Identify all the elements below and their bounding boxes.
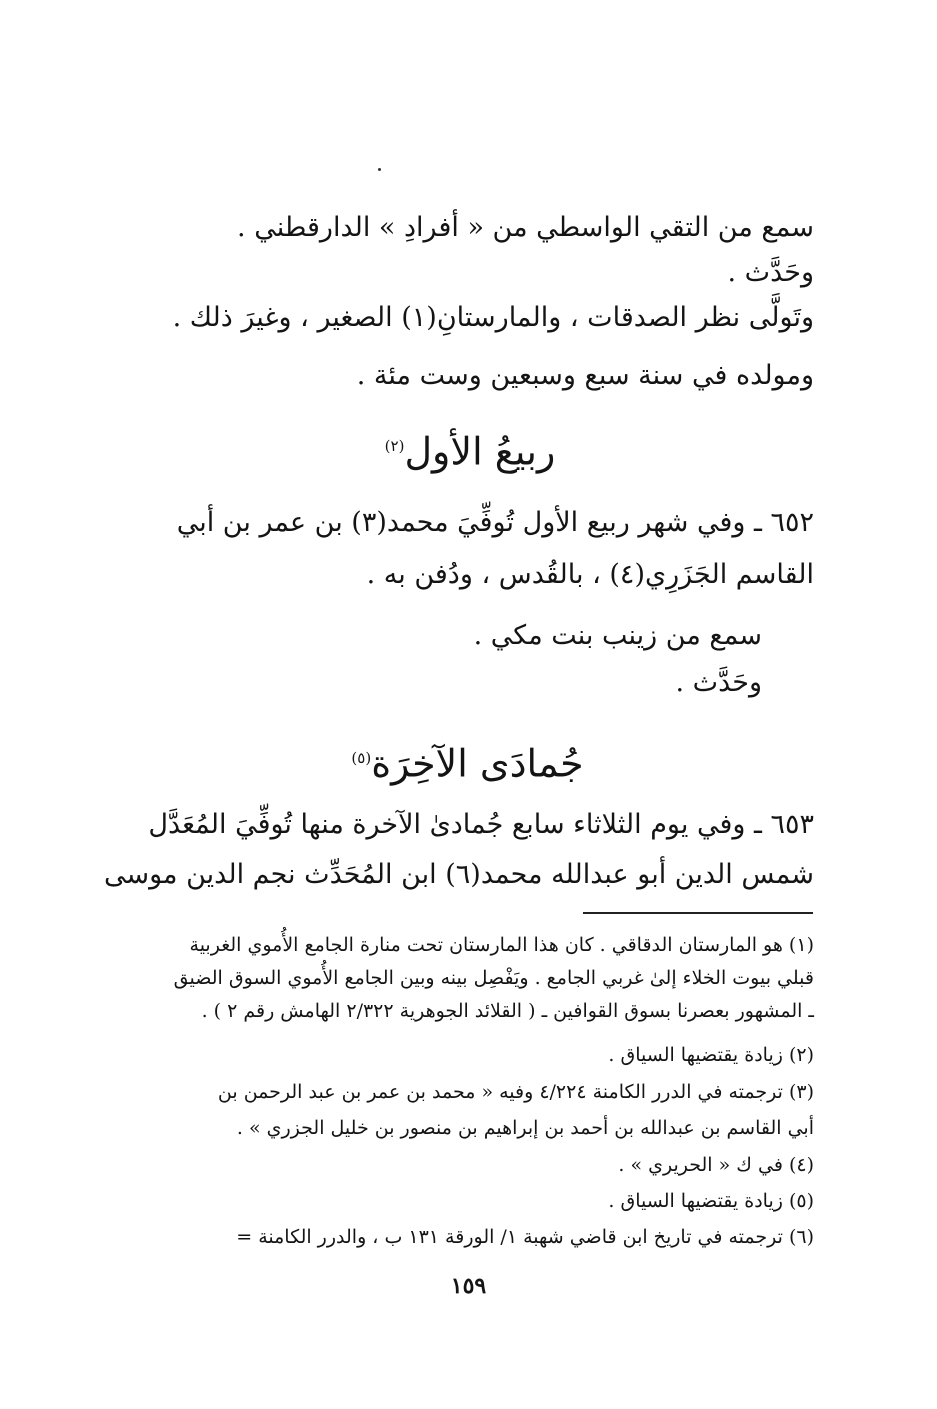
heading-text: ربيعُ الأول (404, 429, 556, 474)
entry-line: القاسم الجَزَرِي(٤) ، بالقُدس ، ودُفن به . (366, 559, 814, 590)
body-line: سمع من زينب بنت مكي . (473, 620, 762, 651)
stray-dot (378, 168, 381, 171)
page-number: ١٥٩ (450, 1273, 487, 1299)
footnote-line: (١) هو المارستان الدقاقي . كان هذا المارستان تحت منارة الجامع الأُموي الغربية (189, 934, 814, 956)
body-line: ومولده في سنة سبع وسبعين وست مئة . (356, 360, 814, 391)
footnote-line: (٦) ترجمته في تاريخ ابن قاضي شهبة ١/ الورقة ١٣١ ب ، والدرر الكامنة = (236, 1226, 814, 1248)
body-line: وحَدَّث . (727, 257, 814, 288)
entry-line: ٦٥٢ ـ وفي شهر ربيع الأول تُوفِّيَ محمد(٣) بن عمر بن أبي (176, 507, 814, 538)
body-line: سمع من التقي الواسطي من « أفرادِ » الدارقطني . (237, 212, 814, 243)
section-heading (340, 418, 600, 480)
heading-footnote-ref: (٥) (351, 749, 372, 767)
heading-footnote-ref: (٢) (384, 437, 405, 455)
heading-text: جُمادَى الآخِرَة (371, 741, 584, 786)
section-heading (345, 730, 590, 792)
body-line: وتَولَّى نظر الصدقات ، والمارستانِ(١) الصغير ، وغيرَ ذلك . (172, 302, 814, 333)
entry-line: شمس الدين أبو عبدالله محمد(٦) ابن المُحَدِّث نجم الدين موسى (103, 859, 814, 890)
body-line: وحَدَّث . (675, 667, 762, 698)
footnote-line: (٤) في ك « الحريري » . (618, 1154, 814, 1176)
footnote-line: (٢) زيادة يقتضيها السياق . (608, 1044, 814, 1066)
footnote-line: (٥) زيادة يقتضيها السياق . (608, 1190, 814, 1212)
footnote-line: ـ المشهور بعصرنا بسوق القوافين ـ ( القلائد الجوهرية ٢/٣٢٢ الهامش رقم ٢ ) . (201, 1000, 814, 1022)
footnote-line: أبي القاسم بن عبدالله بن أحمد بن إبراهيم بن منصور بن خليل الجزري » . (236, 1117, 814, 1139)
footnote-separator (583, 912, 813, 914)
entry-line: ٦٥٣ ـ وفي يوم الثلاثاء سابع جُمادىٰ الآخرة منها تُوفِّيَ المُعَدَّل (148, 809, 814, 840)
footnote-line: قبلي بيوت الخلاء إلىٰ غربي الجامع . ويَفْصِل بينه وبين الجامع الأُموي السوق الضيق (173, 967, 814, 989)
footnote-line: (٣) ترجمته في الدرر الكامنة ٤/٢٢٤ وفيه « محمد بن عمر بن عبد الرحمن بن (217, 1081, 814, 1103)
